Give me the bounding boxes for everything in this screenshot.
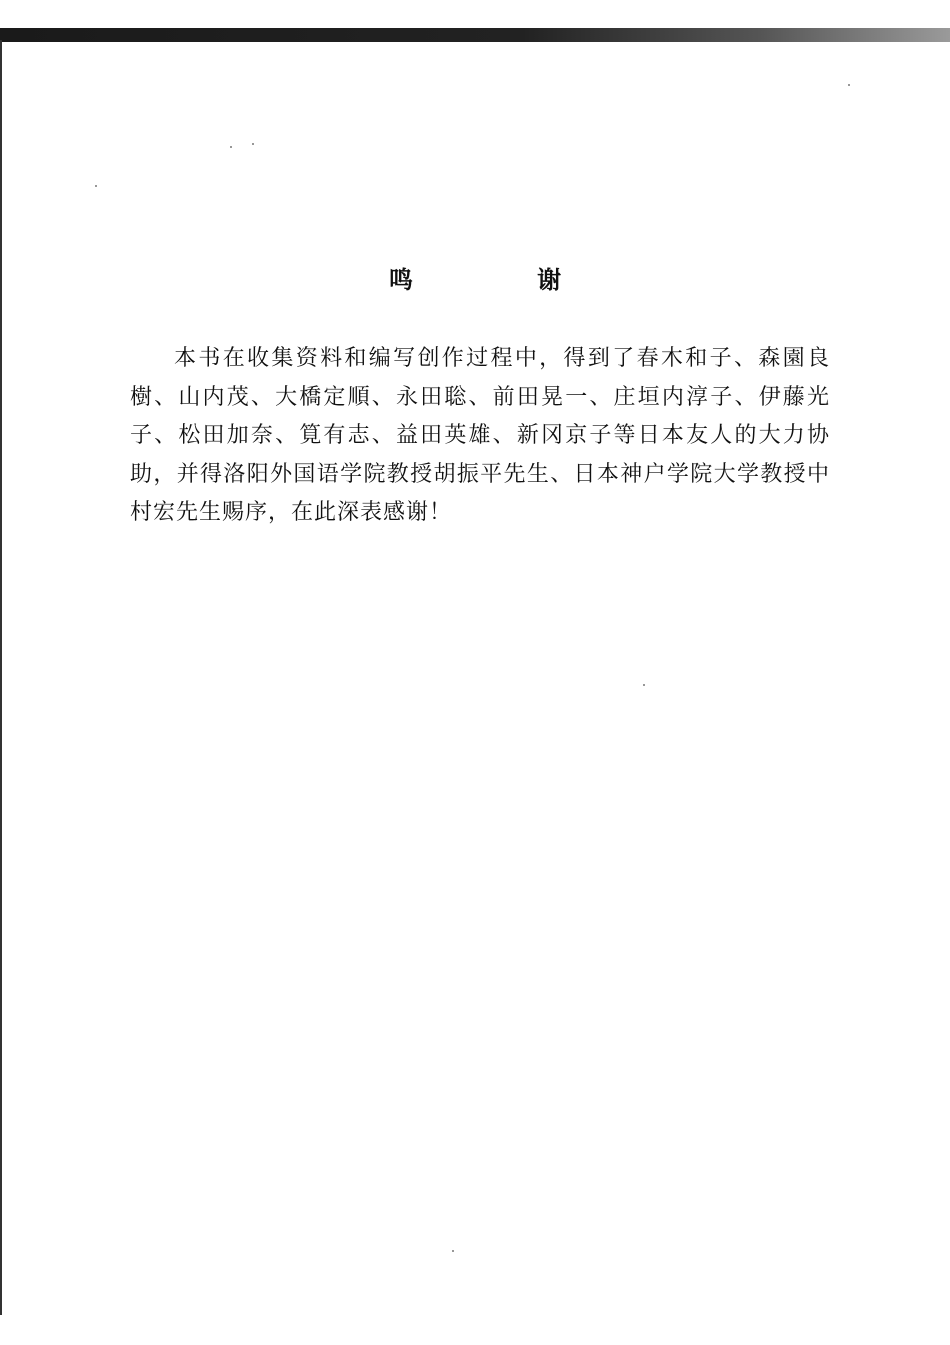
scan-speck bbox=[848, 84, 850, 86]
page-left-border bbox=[0, 40, 2, 1315]
scan-speck bbox=[452, 1250, 454, 1252]
acknowledgement-paragraph: 本书在收集资料和编写创作过程中，得到了春木和子、森園良樹、山内茂、大橋定順、永田聡、前田晃一、庄垣内淳子、伊藤光子、松田加奈、筧有志、益田英雄、新冈京子等日本友人的大力协助，并得洛阳外国语学院教授胡振平先生、日本神户学院大学教授中村宏先生赐序，在此深表感谢！ bbox=[130, 346, 830, 525]
page-title: 鸣 谢 bbox=[388, 266, 620, 295]
scan-speck bbox=[252, 143, 254, 145]
scan-speck bbox=[95, 185, 97, 187]
scan-speck bbox=[230, 146, 232, 148]
scan-speck bbox=[643, 684, 645, 686]
page-top-border bbox=[0, 28, 950, 42]
